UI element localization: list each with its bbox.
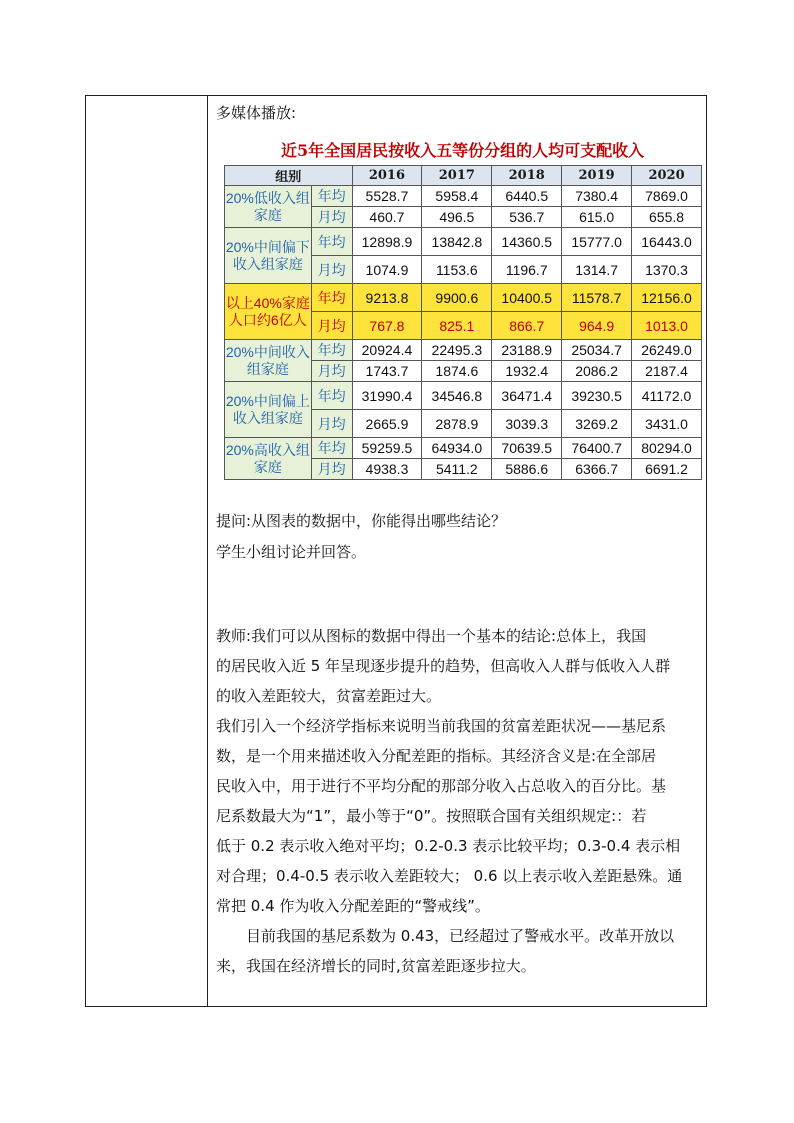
monthly-label: 月均 (311, 312, 352, 340)
group-header: 组别 (225, 166, 353, 186)
year-header: 2017 (422, 166, 492, 186)
table-title: 近5年全国居民按收入五等份分组的人均可支配收入 (281, 141, 645, 160)
value-cell: 1074.9 (352, 256, 422, 284)
value-cell: 39230.5 (562, 382, 632, 410)
text-line: 数，是一个用来描述收入分配差距的指标。其经济含义是:在全部居 (216, 747, 657, 765)
value-cell: 1932.4 (492, 361, 562, 382)
value-cell: 5528.7 (352, 186, 422, 207)
text-line: 低于 0.2 表示收入绝对平均；0.2-0.3 表示比较平均；0.3-0.4 表示相 (216, 837, 681, 855)
value-cell: 59259.5 (352, 438, 422, 459)
column-divider (207, 96, 208, 1006)
value-cell: 6366.7 (562, 459, 632, 480)
teacher-paragraph (216, 621, 702, 711)
value-cell: 1743.7 (352, 361, 422, 382)
annual-label: 年均 (311, 284, 352, 312)
text-line: 我们引入一个经济学指标来说明当前我国的贫富差距状况——基尼系 (216, 717, 667, 735)
value-cell: 2086.2 (562, 361, 632, 382)
value-cell: 7380.4 (562, 186, 632, 207)
value-cell: 6691.2 (632, 459, 702, 480)
table-header-row (225, 166, 702, 186)
value-cell: 9900.6 (422, 284, 492, 312)
value-cell: 5958.4 (422, 186, 492, 207)
group-label: 以上40%家庭人口约6亿人 (225, 284, 312, 340)
value-cell: 64934.0 (422, 438, 492, 459)
value-cell: 7869.0 (632, 186, 702, 207)
value-cell: 26249.0 (632, 340, 702, 361)
value-cell: 1314.7 (562, 256, 632, 284)
value-cell: 964.9 (562, 312, 632, 340)
value-cell: 2187.4 (632, 361, 702, 382)
value-cell: 3431.0 (632, 410, 702, 438)
annual-label: 年均 (311, 382, 352, 410)
year-header: 2016 (352, 166, 422, 186)
value-cell: 866.7 (492, 312, 562, 340)
table-row (225, 186, 702, 207)
question-text: 提问:从图表的数据中，你能得出哪些结论？ (216, 512, 507, 530)
table-row (225, 284, 702, 312)
text-line: 的收入差距较大，贫富差距过大。 (216, 687, 442, 705)
value-cell: 16443.0 (632, 228, 702, 256)
group-label: 20%高收入组家庭 (225, 438, 312, 480)
value-cell: 11578.7 (562, 284, 632, 312)
value-cell: 3039.3 (492, 410, 562, 438)
value-cell: 41172.0 (632, 382, 702, 410)
value-cell: 14360.5 (492, 228, 562, 256)
group-label: 20%中间偏上收入组家庭 (225, 382, 312, 438)
value-cell: 2665.9 (352, 410, 422, 438)
monthly-label: 月均 (311, 459, 352, 480)
value-cell: 6440.5 (492, 186, 562, 207)
value-cell: 5886.6 (492, 459, 562, 480)
value-cell: 9213.8 (352, 284, 422, 312)
table-row (225, 438, 702, 459)
year-header: 2018 (492, 166, 562, 186)
value-cell: 5411.2 (422, 459, 492, 480)
text-line: 尼系数最大为“1”，最小等于“0”。按照联合国有关组织规定:：若 (216, 807, 647, 825)
value-cell: 80294.0 (632, 438, 702, 459)
value-cell: 1013.0 (632, 312, 702, 340)
value-cell: 655.8 (632, 207, 702, 228)
text-line: 民收入中，用于进行不平均分配的那部分收入占总收入的百分比。基 (216, 777, 667, 795)
annual-label: 年均 (311, 228, 352, 256)
value-cell: 4938.3 (352, 459, 422, 480)
value-cell: 13842.8 (422, 228, 492, 256)
text-line: 的居民收入近 5 年呈现逐步提升的趋势，但高收入人群与低收入人群 (216, 657, 671, 675)
media-label: 多媒体播放: (216, 104, 297, 122)
monthly-label: 月均 (311, 410, 352, 438)
group-label: 20%低收入组家庭 (225, 186, 312, 228)
value-cell: 3269.2 (562, 410, 632, 438)
table-row (225, 228, 702, 256)
value-cell: 536.7 (492, 207, 562, 228)
group-label: 20%中间收入组家庭 (225, 340, 312, 382)
value-cell: 31990.4 (352, 382, 422, 410)
gini-paragraph (216, 711, 702, 921)
value-cell: 825.1 (422, 312, 492, 340)
annual-label: 年均 (311, 186, 352, 207)
answer-text: 学生小组讨论并回答。 (216, 543, 367, 561)
value-cell: 34546.8 (422, 382, 492, 410)
text-line: 对合理；0.4-0.5 表示收入差距较大； 0.6 以上表示收入差距悬殊。通 (216, 867, 683, 885)
value-cell: 1874.6 (422, 361, 492, 382)
text-line: 目前我国的基尼系数为 0.43，已经超过了警戒水平。改革开放以 (246, 927, 675, 945)
value-cell: 12898.9 (352, 228, 422, 256)
current-paragraph (216, 921, 702, 981)
annual-label: 年均 (311, 340, 352, 361)
value-cell: 496.5 (422, 207, 492, 228)
value-cell: 1370.3 (632, 256, 702, 284)
table-row (225, 382, 702, 410)
value-cell: 25034.7 (562, 340, 632, 361)
value-cell: 76400.7 (562, 438, 632, 459)
value-cell: 20924.4 (352, 340, 422, 361)
value-cell: 615.0 (562, 207, 632, 228)
text-line: 教师:我们可以从图标的数据中得出一个基本的结论:总体上，我国 (216, 627, 647, 645)
monthly-label: 月均 (311, 207, 352, 228)
lesson-table (85, 95, 707, 1007)
annual-label: 年均 (311, 438, 352, 459)
value-cell: 15777.0 (562, 228, 632, 256)
value-cell: 23188.9 (492, 340, 562, 361)
value-cell: 767.8 (352, 312, 422, 340)
income-table (224, 165, 702, 480)
value-cell: 12156.0 (632, 284, 702, 312)
value-cell: 10400.5 (492, 284, 562, 312)
value-cell: 2878.9 (422, 410, 492, 438)
value-cell: 70639.5 (492, 438, 562, 459)
year-header: 2019 (562, 166, 632, 186)
monthly-label: 月均 (311, 361, 352, 382)
value-cell: 1153.6 (422, 256, 492, 284)
monthly-label: 月均 (311, 256, 352, 284)
value-cell: 460.7 (352, 207, 422, 228)
group-label: 20%中间偏下收入组家庭 (225, 228, 312, 284)
text-line: 来，我国在经济增长的同时,贫富差距逐步拉大。 (216, 957, 536, 975)
text-line: 常把 0.4 作为收入分配差距的“警戒线”。 (216, 897, 490, 915)
value-cell: 22495.3 (422, 340, 492, 361)
table-row (225, 340, 702, 361)
year-header: 2020 (632, 166, 702, 186)
value-cell: 36471.4 (492, 382, 562, 410)
value-cell: 1196.7 (492, 256, 562, 284)
